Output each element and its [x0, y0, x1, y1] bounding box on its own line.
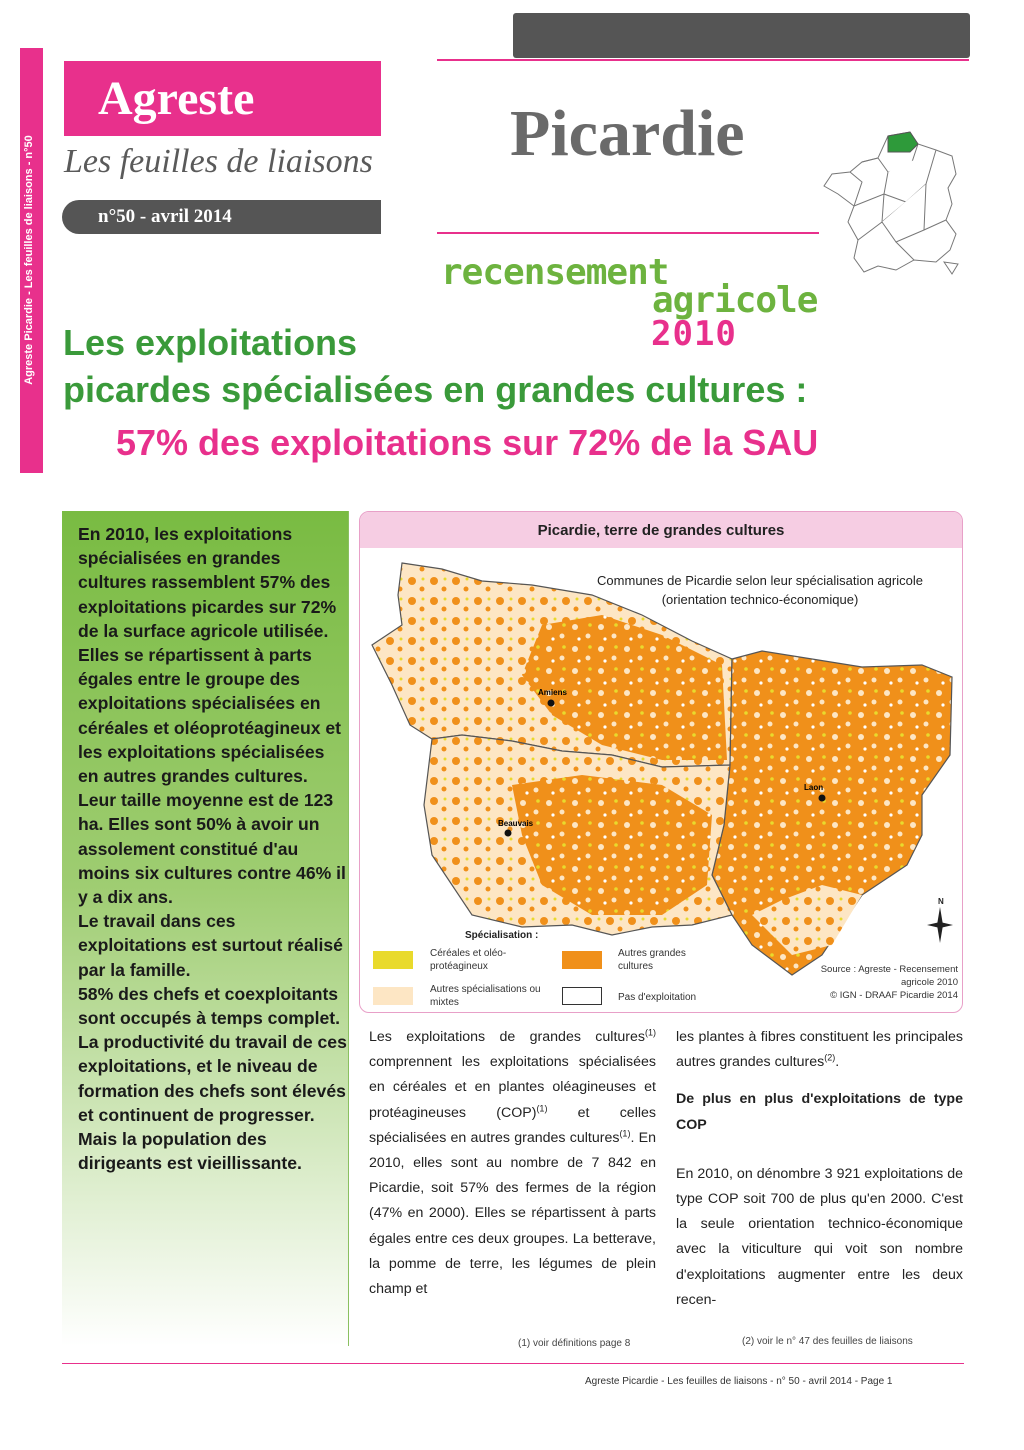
text-run: . En 2010, elles sont au nombre de 7 842 en Picardie, soit 57% des fermes de la région (47% en 2000). Elles se répartissent à parts égales entre ces deux groupes. La betterave, la pomme de terre, les légumes de plein champ et: [369, 1129, 656, 1298]
city-marker-amiens: [548, 700, 555, 707]
page-footer: Agreste Picardie - Les feuilles de liaisons - n° 50 - avril 2014 - Page 1: [585, 1376, 893, 1387]
source-line-2: © IGN - DRAAF Picardie 2014: [830, 990, 958, 1001]
legend-label-pas: Pas d'exploitation: [618, 992, 697, 1003]
body-column-2: [676, 1025, 963, 1313]
footnote-ref: (1): [645, 1027, 656, 1038]
side-strip-text: Agreste Picardie - Les feuilles de liaisons - n°50: [23, 135, 35, 385]
text-run: les plantes à fibres constituent les principales autres grandes cultures: [676, 1029, 963, 1071]
region-title: Picardie: [510, 97, 745, 170]
city-marker-laon: [819, 795, 826, 802]
region-divider: [437, 232, 819, 234]
body-paragraph: [369, 1025, 656, 1302]
issue-badge: n°50 - avril 2014: [62, 200, 381, 234]
summary-paragraph: 58% des chefs et coexploitants sont occupés à temps complet.: [78, 983, 341, 1029]
legend-label-mixtes: Autres spécialisations ou mixtes: [430, 984, 541, 1008]
census-logo-line2: agricole: [652, 280, 818, 321]
footnote-ref: (1): [619, 1128, 631, 1139]
summary-paragraph: Mais la population des dirigeants est vieillissante.: [78, 1129, 302, 1174]
section-heading: De plus en plus d'exploitations de type COP: [676, 1091, 963, 1133]
headline-line-2: picardes spécialisées en grandes cultures :: [63, 369, 808, 410]
source-line-1: Source : Agreste - Recensement agricole 2010: [820, 964, 958, 988]
city-label-laon: Laon: [804, 783, 824, 792]
text-run: Les exploitations de grandes cultures: [369, 1029, 645, 1045]
legend-swatch-cop: [373, 951, 413, 969]
picardie-specialisation-map: [362, 555, 962, 1010]
census-logo-year: 2010: [651, 314, 737, 354]
summary-text: [78, 522, 348, 1175]
summary-paragraph: Leur taille moyenne est de 123 ha. Elles sont 50% à avoir un assolement constitué d'au moins six cultures contre 46% il y a dix ans.: [78, 790, 346, 908]
header-divider: [437, 59, 969, 61]
summary-paragraph: En 2010, les exploitations spécialisées en grandes cultures rassemblent 57% des exploitations picardes sur 72% de la surface agricole utilisée.: [78, 524, 337, 641]
legend-label-autres: Autres grandes cultures: [618, 948, 686, 972]
figure-caption: Communes de Picardie selon leur spécialisation agricole (orientation technico-économique): [597, 573, 923, 607]
top-banner: [513, 13, 970, 58]
text-run: et celles spécialisées en autres grandes cultures: [369, 1104, 656, 1146]
footer-divider: [62, 1363, 964, 1364]
body-paragraph: [676, 1025, 963, 1075]
north-arrow-icon: [925, 895, 955, 945]
text-run: comprennent les exploitations spécialisées en céréales et en plantes oléagineuses et protéagineuses (COP): [369, 1054, 656, 1121]
footnote-2: (2) voir le n° 47 des feuilles de liaisons: [742, 1336, 913, 1347]
publication-subtitle: Les feuilles de liaisons: [64, 143, 373, 180]
summary-paragraph: Le travail dans ces exploitations est surtout réalisé par la famille.: [78, 911, 343, 980]
summary-paragraph: La productivité du travail de ces exploitations, et le niveau de formation des chefs sont élevés et continuent de progresser.: [78, 1032, 347, 1125]
headline-line-3: 57% des exploitations sur 72% de la SAU: [116, 422, 819, 463]
summary-paragraph: Elles se répartissent à parts égales entre le groupe des exploitations spécialisées en céréales et oléoprotéagineux et les exploitations spécialisées en autres grandes cultures.: [78, 645, 342, 787]
legend-title: Spécialisation :: [465, 930, 539, 941]
legend-label-cop: Céréales et oléo-protéagineux: [430, 948, 507, 972]
france-locator-map: [818, 122, 966, 276]
footnote-ref: (2): [824, 1052, 836, 1063]
city-label-beauvais: Beauvais: [498, 819, 534, 828]
city-marker-beauvais: [505, 830, 512, 837]
agreste-logo: Agreste: [64, 61, 381, 136]
figure-title: Picardie, terre de grandes cultures: [360, 512, 962, 548]
legend-swatch-autres: [562, 951, 602, 969]
body-column-1: [369, 1025, 656, 1302]
text-run: .: [835, 1054, 840, 1071]
figure-source: [800, 963, 958, 1002]
census-logo-line1: recensement: [441, 252, 669, 293]
city-label-amiens: Amiens: [538, 688, 567, 697]
footnote-ref: (1): [536, 1102, 548, 1113]
legend-swatch-mixtes: [373, 987, 413, 1005]
legend-swatch-pas: [562, 987, 602, 1005]
headline-line-1: Les exploitations: [63, 322, 358, 363]
footnote-1: (1) voir définitions page 8: [518, 1338, 631, 1349]
north-label: N: [938, 897, 944, 906]
body-paragraph: En 2010, on dénombre 3 921 exploitations de type COP soit 700 de plus qu'en 2000. C'est la seule orientation technico-économique avec la viticulture qui voit son nombre d'exploitations augmenter entre les deux recen-: [676, 1165, 963, 1308]
